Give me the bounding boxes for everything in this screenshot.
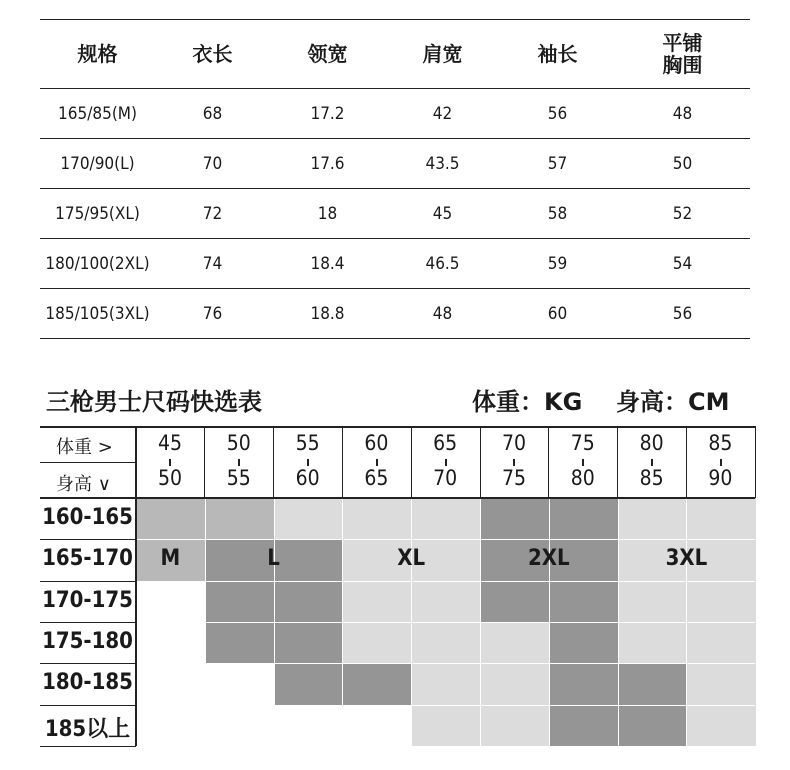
cell: 50 (615, 139, 750, 189)
grid-cell (274, 663, 343, 705)
table-row (40, 89, 750, 139)
grid-cell (274, 622, 343, 664)
weight-to-label: 60 (295, 466, 320, 490)
weight-from-label: 85 (708, 431, 733, 455)
weight-to-label: 90 (708, 466, 733, 490)
grid-cell (549, 498, 618, 540)
range-tick-icon (582, 459, 584, 466)
header-chest-line2: 胸围 (662, 53, 703, 77)
grid-cell (411, 663, 480, 705)
cell: 57 (500, 139, 615, 189)
cell: 18 (270, 189, 385, 239)
cell: 42 (385, 89, 500, 139)
weight-from-label: 70 (501, 431, 527, 455)
weight-from-label: 65 (433, 431, 458, 455)
grid-cell (686, 581, 755, 623)
cell: 17.2 (270, 89, 385, 139)
grid-cell (480, 581, 549, 623)
cell: 48 (615, 89, 750, 139)
range-tick-icon (238, 459, 240, 466)
size-quick-pick-grid (40, 426, 750, 746)
row-line (40, 746, 136, 747)
row-line (40, 622, 136, 623)
cell: 70 (155, 139, 270, 189)
cell: 56 (500, 89, 615, 139)
grid-cell (274, 705, 343, 747)
header-mid-line (40, 462, 136, 463)
grid-cell (136, 498, 205, 540)
range-tick-icon (720, 459, 722, 466)
cell: 17.6 (270, 139, 385, 189)
grid-cell (342, 705, 411, 747)
grid-cell (686, 705, 755, 747)
header-shoulder: 肩宽 (385, 20, 500, 89)
header-collar: 领宽 (270, 20, 385, 89)
cell: 165/85(M) (40, 89, 155, 139)
cell: 54 (615, 239, 750, 289)
cell: 48 (385, 289, 500, 339)
height-row-label: 185以上 (44, 716, 131, 742)
cell: 60 (500, 289, 615, 339)
grid-cell (686, 498, 755, 540)
range-tick-icon (376, 459, 378, 466)
grid-cell (618, 498, 687, 540)
cell: 43.5 (385, 139, 500, 189)
header-column-line (755, 426, 756, 498)
size-label-m: M (160, 546, 181, 572)
cell-separator (136, 581, 755, 582)
header-size: 规格 (40, 20, 155, 89)
row-line (40, 663, 136, 664)
height-row-label: 160-165 (42, 505, 133, 530)
cell: 180/100(2XL) (40, 239, 155, 289)
table-row (40, 239, 750, 289)
grid-cell (136, 622, 205, 664)
table-row (40, 289, 750, 339)
grid-cell (686, 622, 755, 664)
row-line (40, 705, 136, 706)
height-unit-label: 身高：CM (616, 388, 730, 416)
grid-cell (411, 581, 480, 623)
cell: 56 (615, 289, 750, 339)
height-row-label: 170-175 (42, 587, 133, 613)
grid-cell (274, 498, 343, 540)
grid-cell (411, 705, 480, 747)
grid-cell (618, 663, 687, 705)
cell: 68 (155, 89, 270, 139)
range-tick-icon (513, 459, 515, 466)
grid-cell (480, 498, 549, 540)
cell: 18.8 (270, 289, 385, 339)
cell: 52 (615, 189, 750, 239)
range-tick-icon (307, 459, 309, 466)
cell: 46.5 (385, 239, 500, 289)
size-label-2xl: 2XL (527, 546, 570, 572)
grid-cell (411, 622, 480, 664)
grid-cell (549, 663, 618, 705)
grid-cell (618, 622, 687, 664)
grid-cell (136, 705, 205, 747)
grid-cell (342, 581, 411, 623)
grid-cell (342, 498, 411, 540)
quick-pick-title: 三枪男士尺码快选表 (46, 388, 262, 416)
cell: 175/95(XL) (40, 189, 155, 239)
range-tick-icon (169, 459, 171, 466)
grid-cell (411, 498, 480, 540)
weight-to-label: 80 (570, 466, 595, 490)
cell: 72 (155, 189, 270, 239)
cell: 59 (500, 239, 615, 289)
range-tick-icon (445, 459, 447, 466)
grid-cell (136, 581, 205, 623)
height-row-label: 180-185 (42, 670, 133, 696)
grid-cell (205, 539, 274, 581)
cell: 18.4 (270, 239, 385, 289)
cell-separator (136, 539, 755, 540)
row-line (40, 497, 755, 499)
cell: 185/105(3XL) (40, 289, 155, 339)
cell-separator (136, 622, 755, 623)
header-chest (615, 20, 750, 89)
grid-cell (342, 622, 411, 664)
grid-cell (274, 581, 343, 623)
grid-cell (342, 663, 411, 705)
header-top-line (40, 426, 755, 428)
grid-cell (205, 581, 274, 623)
weight-to-label: 50 (157, 466, 183, 490)
grid-cell (205, 705, 274, 747)
grid-cell (618, 705, 687, 747)
size-spec-table (40, 19, 750, 339)
grid-cell (686, 663, 755, 705)
grid-cell (480, 663, 549, 705)
cell: 170/90(L) (40, 139, 155, 189)
weight-to-label: 85 (639, 466, 664, 490)
grid-cell (274, 539, 343, 581)
weight-from-label: 55 (295, 431, 320, 455)
size-label-xl: XL (397, 546, 426, 572)
grid-cell (480, 622, 549, 664)
weight-unit-label: 体重：KG (472, 388, 583, 416)
table-row (40, 189, 750, 239)
cell: 76 (155, 289, 270, 339)
weight-to-label: 75 (501, 466, 527, 490)
grid-cell (205, 622, 274, 664)
weight-from-label: 45 (157, 431, 183, 455)
table-row (40, 139, 750, 189)
spec-header-row (40, 20, 750, 89)
row-line (40, 539, 136, 540)
grid-cell (618, 581, 687, 623)
header-sleeve: 袖长 (500, 20, 615, 89)
grid-cell (549, 622, 618, 664)
weight-from-label: 60 (364, 431, 389, 455)
grid-cell (549, 581, 618, 623)
cell: 58 (500, 189, 615, 239)
header-chest-line1: 平铺 (662, 31, 703, 55)
weight-to-label: 55 (226, 466, 251, 490)
cell: 45 (385, 189, 500, 239)
weight-from-label: 75 (570, 431, 595, 455)
grid-cell (549, 705, 618, 747)
height-axis-label: 身高 ∨ (56, 474, 111, 495)
grid-cell (480, 705, 549, 747)
weight-from-label: 80 (639, 431, 664, 455)
grid-cell (205, 498, 274, 540)
size-label-3xl: 3XL (665, 546, 708, 572)
cell-separator (136, 705, 755, 706)
weight-to-label: 70 (433, 466, 458, 490)
header-length: 衣长 (155, 20, 270, 89)
height-row-label: 175-180 (42, 628, 133, 654)
cell: 74 (155, 239, 270, 289)
cell-separator (136, 663, 755, 664)
range-tick-icon (651, 459, 653, 466)
weight-to-label: 65 (364, 466, 389, 490)
weight-axis-label: 体重 > (56, 437, 113, 458)
size-label-l: L (267, 546, 280, 572)
grid-cell (136, 663, 205, 705)
row-line (40, 581, 136, 582)
grid-cell (205, 663, 274, 705)
height-row-label: 165-170 (42, 546, 133, 572)
weight-from-label: 50 (226, 431, 251, 455)
